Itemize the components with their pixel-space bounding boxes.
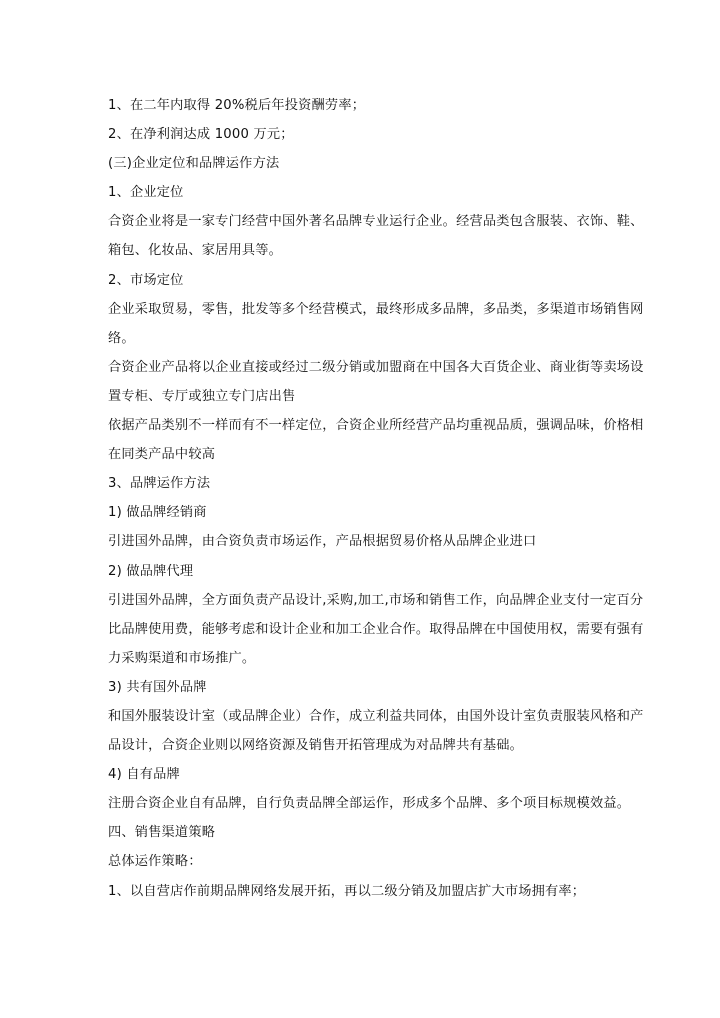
list-item-heading: 1) 做品牌经销商 (108, 505, 207, 521)
text-line: 依据产品类别不一样而有不一样定位，合资企业所经营产品均重视品质，强调品味，价格相 (108, 418, 644, 434)
text-line: 络。 (108, 330, 135, 346)
list-item-heading: 4) 自有品牌 (108, 767, 180, 783)
text-line: 合资企业产品将以企业直接或经过二级分销或加盟商在中国各大百货企业、商业街等卖场设 (108, 359, 644, 375)
subsection-heading: 1、企业定位 (108, 185, 184, 201)
subsection-heading: 2、市场定位 (108, 272, 184, 288)
text-line: 2、在净利润达成 1000 万元； (108, 127, 294, 143)
text-line: 箱包、化妆品、家居用具等。 (108, 243, 283, 259)
text-line: 1、以自营店作前期品牌网络发展开拓，再以二级分销及加盟店扩大市场拥有率； (108, 883, 586, 899)
text-line: 注册合资企业自有品牌，自行负责品牌全部运作，形成多个品牌、多个项目标规模效益。 (108, 796, 631, 812)
text-line: 企业采取贸易，零售，批发等多个经营模式，最终形成多品牌，多品类，多渠道市场销售网 (108, 301, 644, 317)
list-item-heading: 3) 共有国外品牌 (108, 679, 207, 695)
text-line: 比品牌使用费，能够考虑和设计企业和加工企业合作。取得品牌在中国使用权，需要有强有 (108, 621, 644, 637)
text-line: 合资企业将是一家专门经营中国外著名品牌专业运行企业。经营品类包含服装、衣饰、鞋、 (108, 214, 644, 230)
text-line: 置专柜、专厅或独立专门店出售 (108, 388, 296, 404)
text-line: 和国外服装设计室（或品牌企业）合作，成立利益共同体，由国外设计室负责服装风格和产 (108, 708, 644, 724)
text-line: 总体运作策略： (108, 854, 202, 870)
section-heading: (三)企业定位和品牌运作方法 (108, 156, 280, 172)
text-line: 力采购渠道和市场推广。 (108, 650, 256, 666)
text-line: 1、在二年内取得 20%税后年投资酬劳率； (108, 98, 366, 113)
section-heading: 四、销售渠道策略 (108, 825, 216, 841)
document-body (108, 91, 644, 906)
text-line: 引进国外品牌，由合资负责市场运作，产品根据贸易价格从品牌企业进口 (108, 534, 537, 550)
text-line: 引进国外品牌，全方面负责产品设计,采购,加工,市场和销售工作，向品牌企业支付一定百分 (108, 592, 644, 608)
list-item-heading: 2) 做品牌代理 (108, 563, 194, 579)
text-line: 品设计，合资企业则以网络资源及销售开拓管理成为对品牌共有基础。 (108, 738, 524, 754)
subsection-heading: 3、品牌运作方法 (108, 476, 211, 492)
text-line: 在同类产品中较高 (108, 447, 216, 463)
